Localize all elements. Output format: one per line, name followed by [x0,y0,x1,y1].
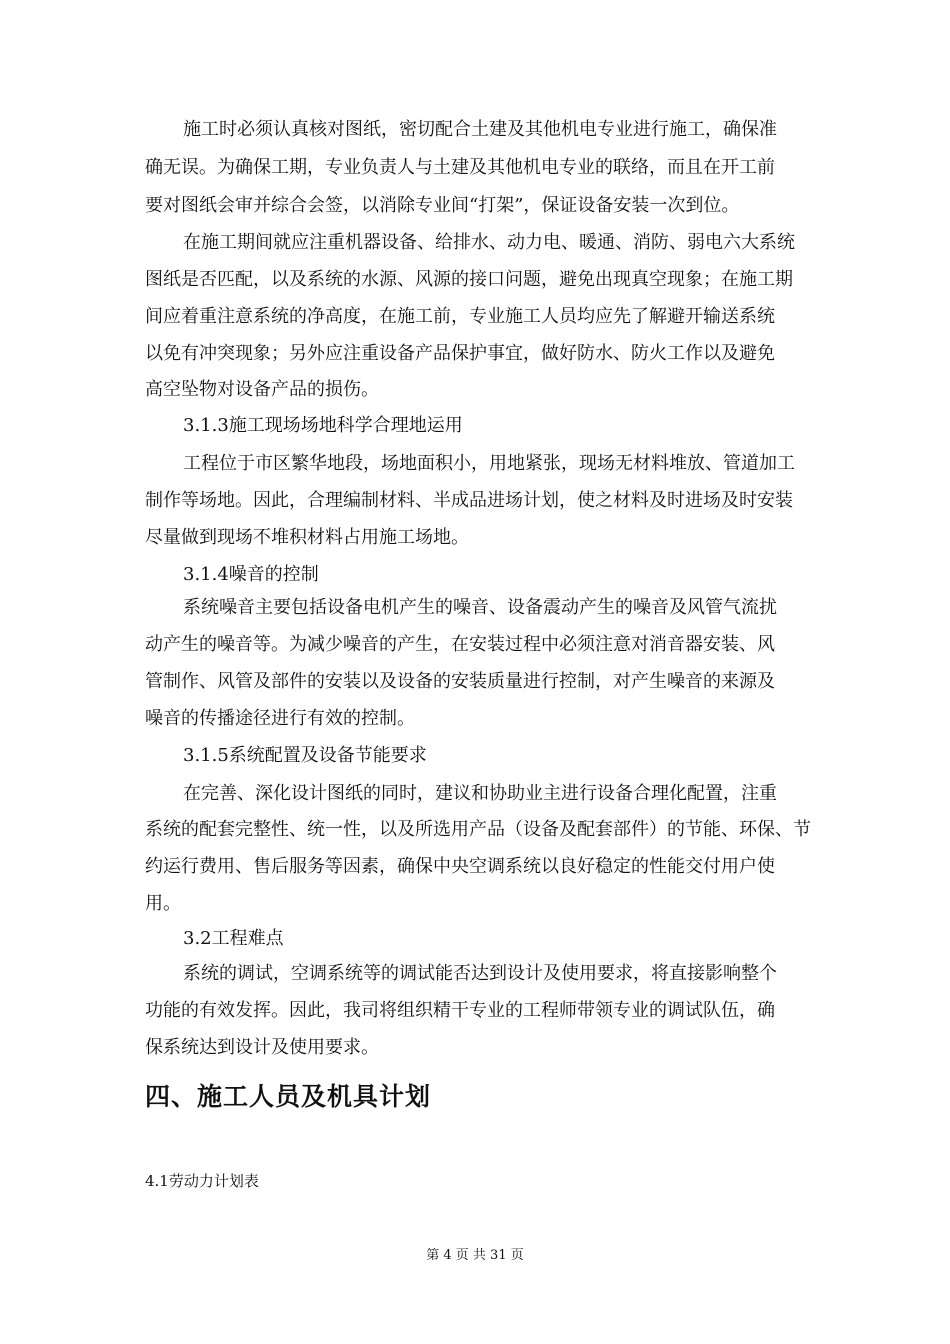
paragraph-line: 管制作、风管及部件的安装以及设备的安装质量进行控制，对产生噪音的来源及 [145,671,775,692]
paragraph-line: 确无误。为确保工期，专业负责人与土建及其他机电专业的联络，而且在开工前 [145,157,775,178]
paragraph-line: 施工时必须认真核对图纸，密切配合土建及其他机电专业进行施工，确保准 [183,119,777,140]
section-heading: 3.1.4噪音的控制 [183,564,319,585]
section-heading: 3.2工程难点 [183,928,284,949]
paragraph-line: 系统的调试，空调系统等的调试能否达到设计及使用要求，将直接影响整个 [183,963,777,984]
section-title: 4.1劳动力计划表 [145,1172,259,1190]
paragraph-line: 间应着重注意系统的净高度，在施工前，专业施工人员均应先了解避开输送系统 [145,306,775,327]
paragraph-line: 动产生的噪音等。为减少噪音的产生，在安装过程中必须注意对消音器安装、风 [145,634,775,655]
paragraph-line: 工程位于市区繁华地段，场地面积小，用地紧张，现场无材料堆放、管道加工 [183,453,795,474]
paragraph-line: 图纸是否匹配，以及系统的水源、风源的接口问题，避免出现真空现象；在施工期 [145,269,793,290]
page-footer: 第 4 页 共 31 页 [426,1248,524,1263]
paragraph-line: 在完善、深化设计图纸的同时，建议和协助业主进行设备合理化配置，注重 [183,783,777,804]
paragraph-line: 在施工期间就应注重机器设备、给排水、动力电、暖通、消防、弱电六大系统 [183,232,795,253]
paragraph-line: 以免有冲突现象；另外应注重设备产品保护事宜，做好防水、防火工作以及避免 [145,343,775,364]
paragraph-line: 功能的有效发挥。因此，我司将组织精干专业的工程师带领专业的调试队伍，确 [145,1000,775,1021]
section-heading: 3.1.5系统配置及设备节能要求 [183,745,427,766]
paragraph-line: 约运行费用、售后服务等因素，确保中央空调系统以良好稳定的性能交付用户使 [145,856,775,877]
paragraph-line: 尽量做到现场不堆积材料占用施工场地。 [145,527,469,548]
paragraph-line: 噪音的传播途径进行有效的控制。 [145,708,415,729]
paragraph-line: 系统的配套完整性、统一性，以及所选用产品（设备及配套部件）的节能、环保、节 [145,819,811,840]
paragraph-line: 保系统达到设计及使用要求。 [145,1037,379,1058]
paragraph-line: 制作等场地。因此，合理编制材料、半成品进场计划，使之材料及时进场及时安装 [145,490,793,511]
chapter-title: 四、施工人员及机具计划 [145,1082,432,1111]
paragraph-line: 要对图纸会审并综合会签，以消除专业间“打架”，保证设备安装一次到位。 [145,195,740,216]
paragraph-line: 系统噪音主要包括设备电机产生的噪音、设备震动产生的噪音及风管气流扰 [183,597,777,618]
paragraph-line: 高空坠物对设备产品的损伤。 [145,379,379,400]
paragraph-line: 用。 [145,893,181,914]
section-heading: 3.1.3施工现场场地科学合理地运用 [183,415,463,436]
